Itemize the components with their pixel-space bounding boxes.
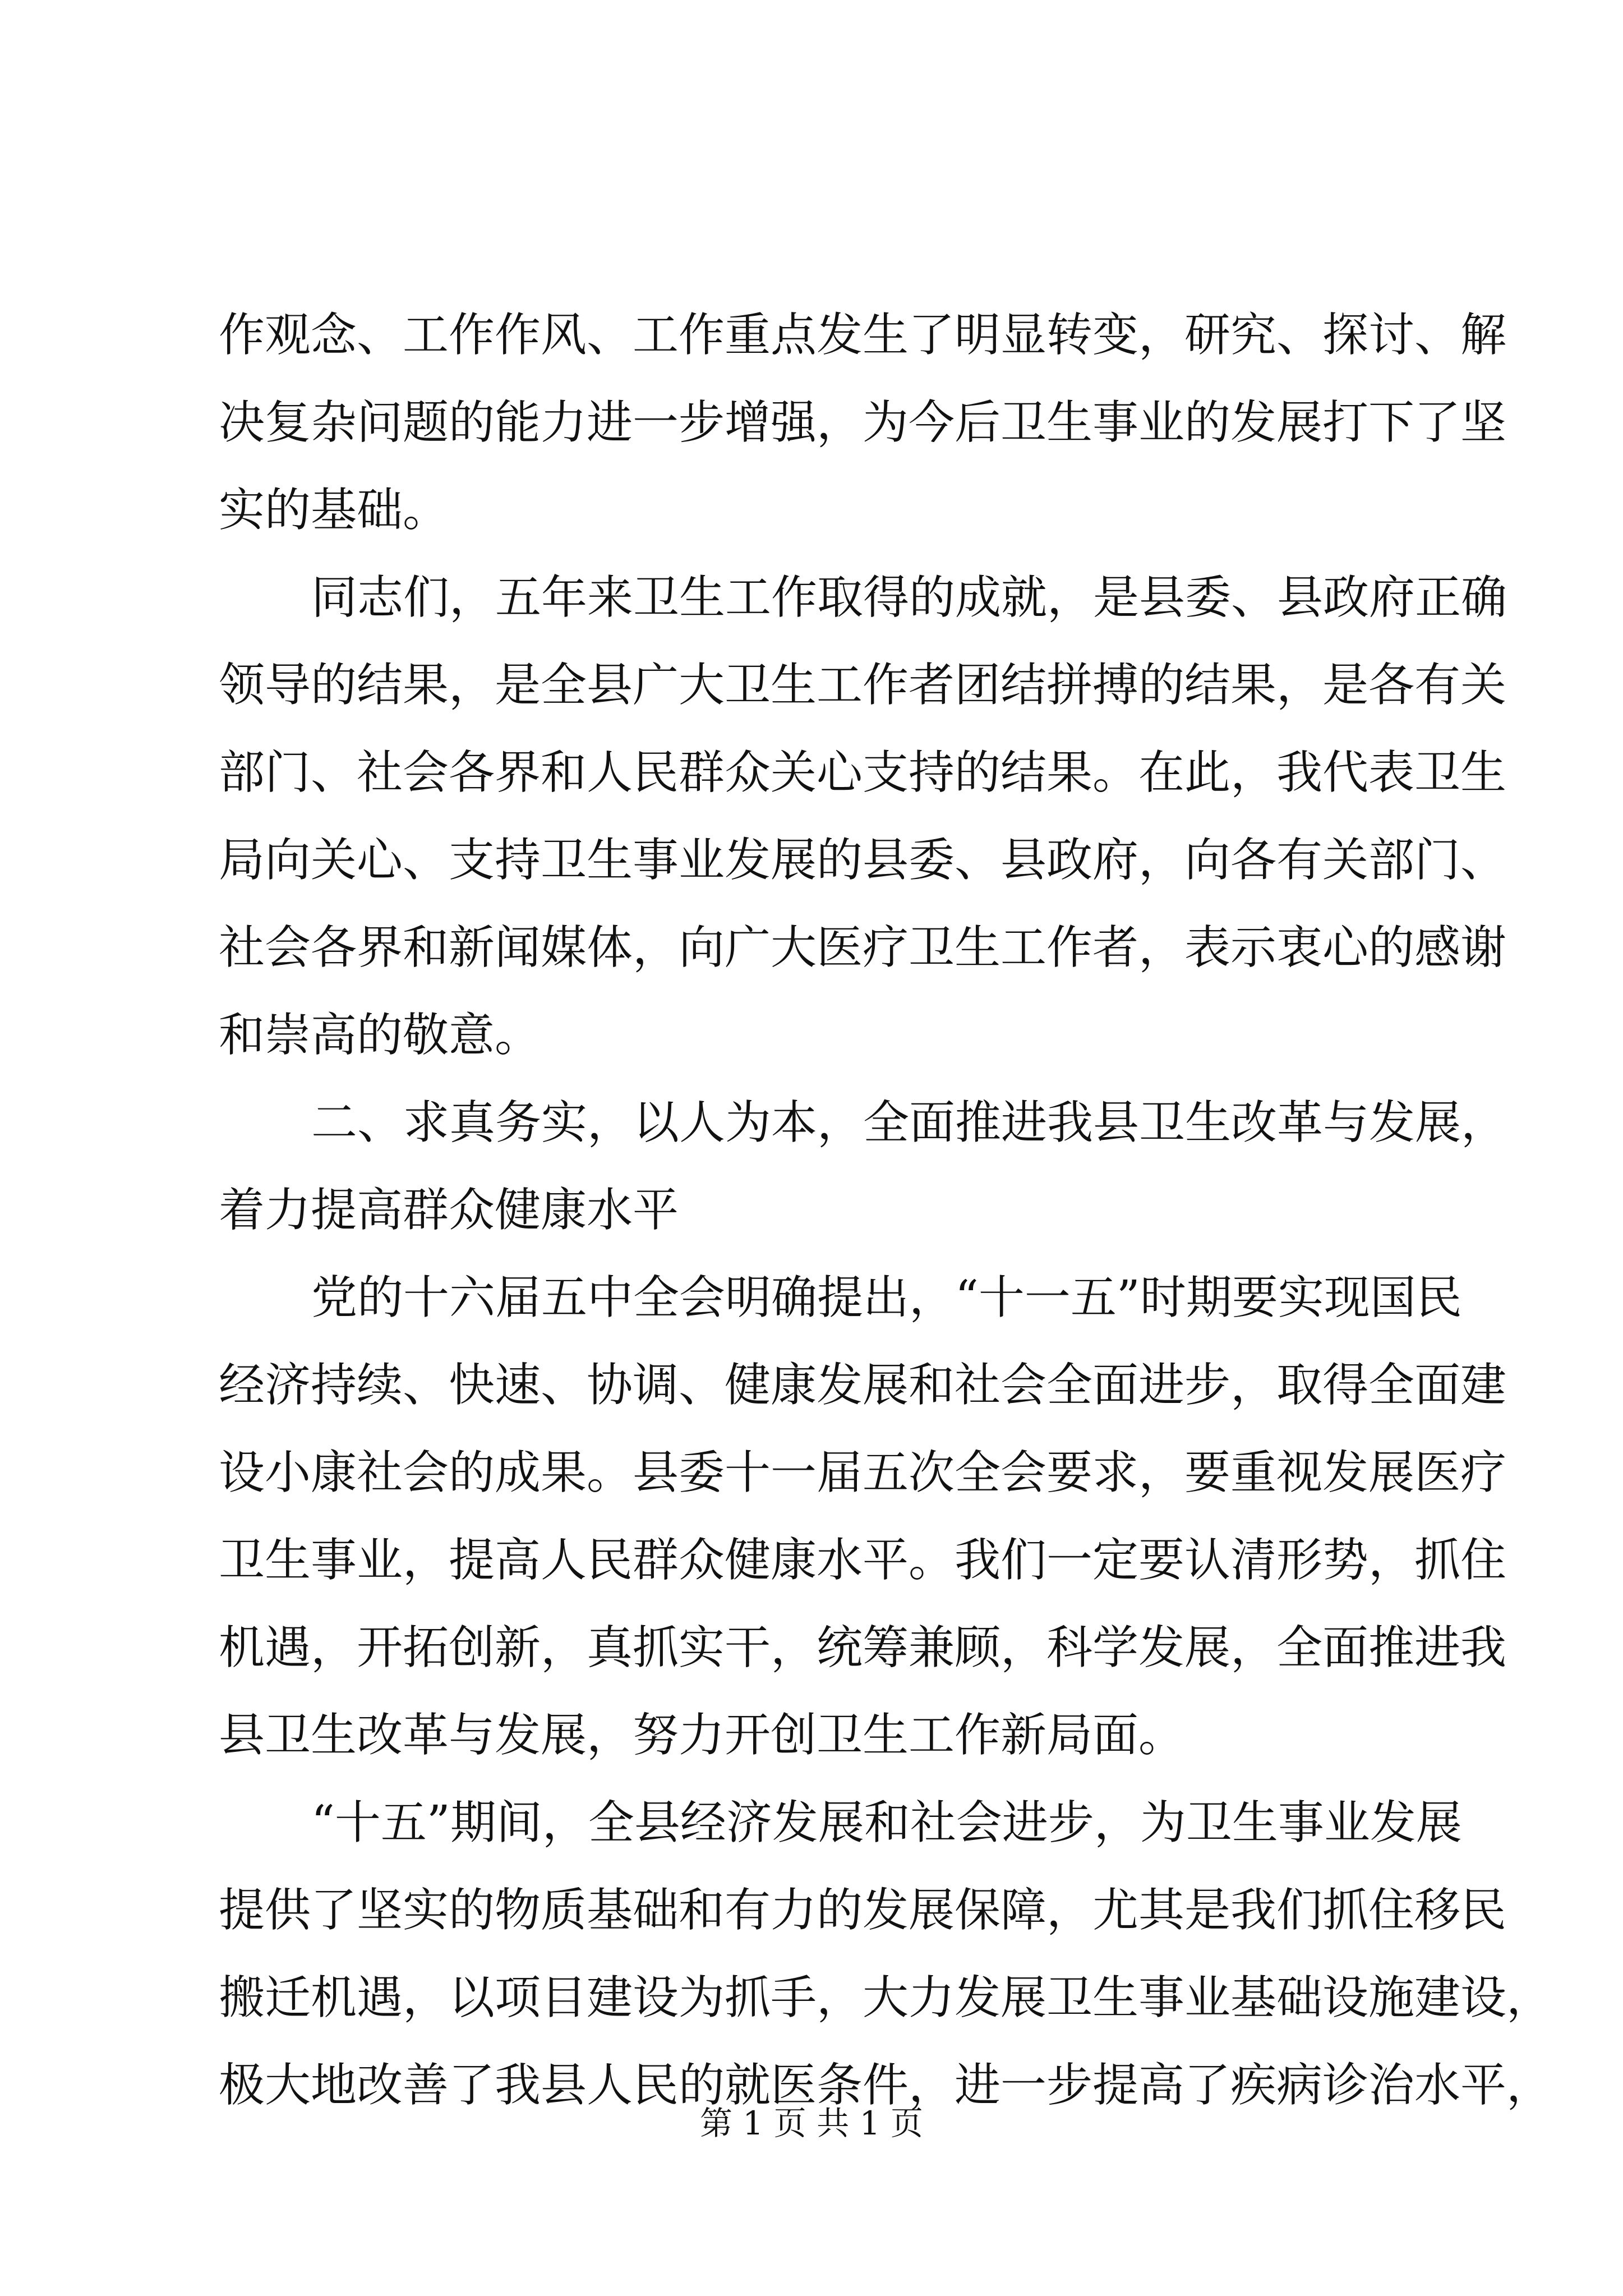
text-line: 机遇，开拓创新，真抓实干，统筹兼顾，科学发展，全面推进我 [219,1621,1507,1674]
text-line: 部门、社会各界和人民群众关心支持的结果。在此，我代表卫生 [219,746,1507,799]
text-line: 经济持续、快速、协调、健康发展和社会全面进步，取得全面建 [219,1359,1507,1412]
text-line: 实的基础。 [219,484,449,537]
text-line: 作观念、工作作风、工作重点发生了明显转变，研究、探讨、解 [219,309,1507,362]
text-line: 搬迁机遇，以项目建设为抓手，大力发展卫生事业基础设施建设， [219,1971,1553,2024]
text-line: 同志们，五年来卫生工作取得的成就，是县委、县政府正确 [311,571,1507,624]
text-line: 和崇高的敬意。 [219,1009,541,1062]
text-line: 领导的结果，是全县广大卫生工作者团结拼搏的结果，是各有关 [219,659,1507,712]
section-heading-line: 二、求真务实，以人为本，全面推进我县卫生改革与发展， [311,1096,1507,1149]
text-line: 局向关心、支持卫生事业发展的县委、县政府，向各有关部门、 [219,834,1507,887]
text-line: 极大地改善了我县人民的就医条件，进一步提高了疾病诊治水平， [219,2059,1553,2112]
text-line: 提供了坚实的物质基础和有力的发展保障，尤其是我们抓住移民 [219,1884,1507,1937]
text-line: 卫生事业，提高人民群众健康水平。我们一定要认清形势，抓住 [219,1534,1507,1587]
section-heading-line: 着力提高群众健康水平 [219,1184,679,1237]
text-line: 县卫生改革与发展，努力开创卫生工作新局面。 [219,1709,1185,1762]
page-number-footer: 第 1 页 共 1 页 [700,2104,923,2142]
document-body [219,292,1553,2129]
text-line: 设小康社会的成果。县委十一届五次全会要求，要重视发展医疗 [219,1446,1507,1499]
text-line: “十五”期间，全县经济发展和社会进步，为卫生事业发展 [311,1796,1462,1849]
text-line: 社会各界和新闻媒体，向广大医疗卫生工作者，表示衷心的感谢 [219,921,1507,974]
text-line: 党的十六届五中全会明确提出，“十一五”时期要实现国民 [311,1271,1462,1324]
text-line: 决复杂问题的能力进一步增强，为今后卫生事业的发展打下了坚 [219,396,1507,449]
